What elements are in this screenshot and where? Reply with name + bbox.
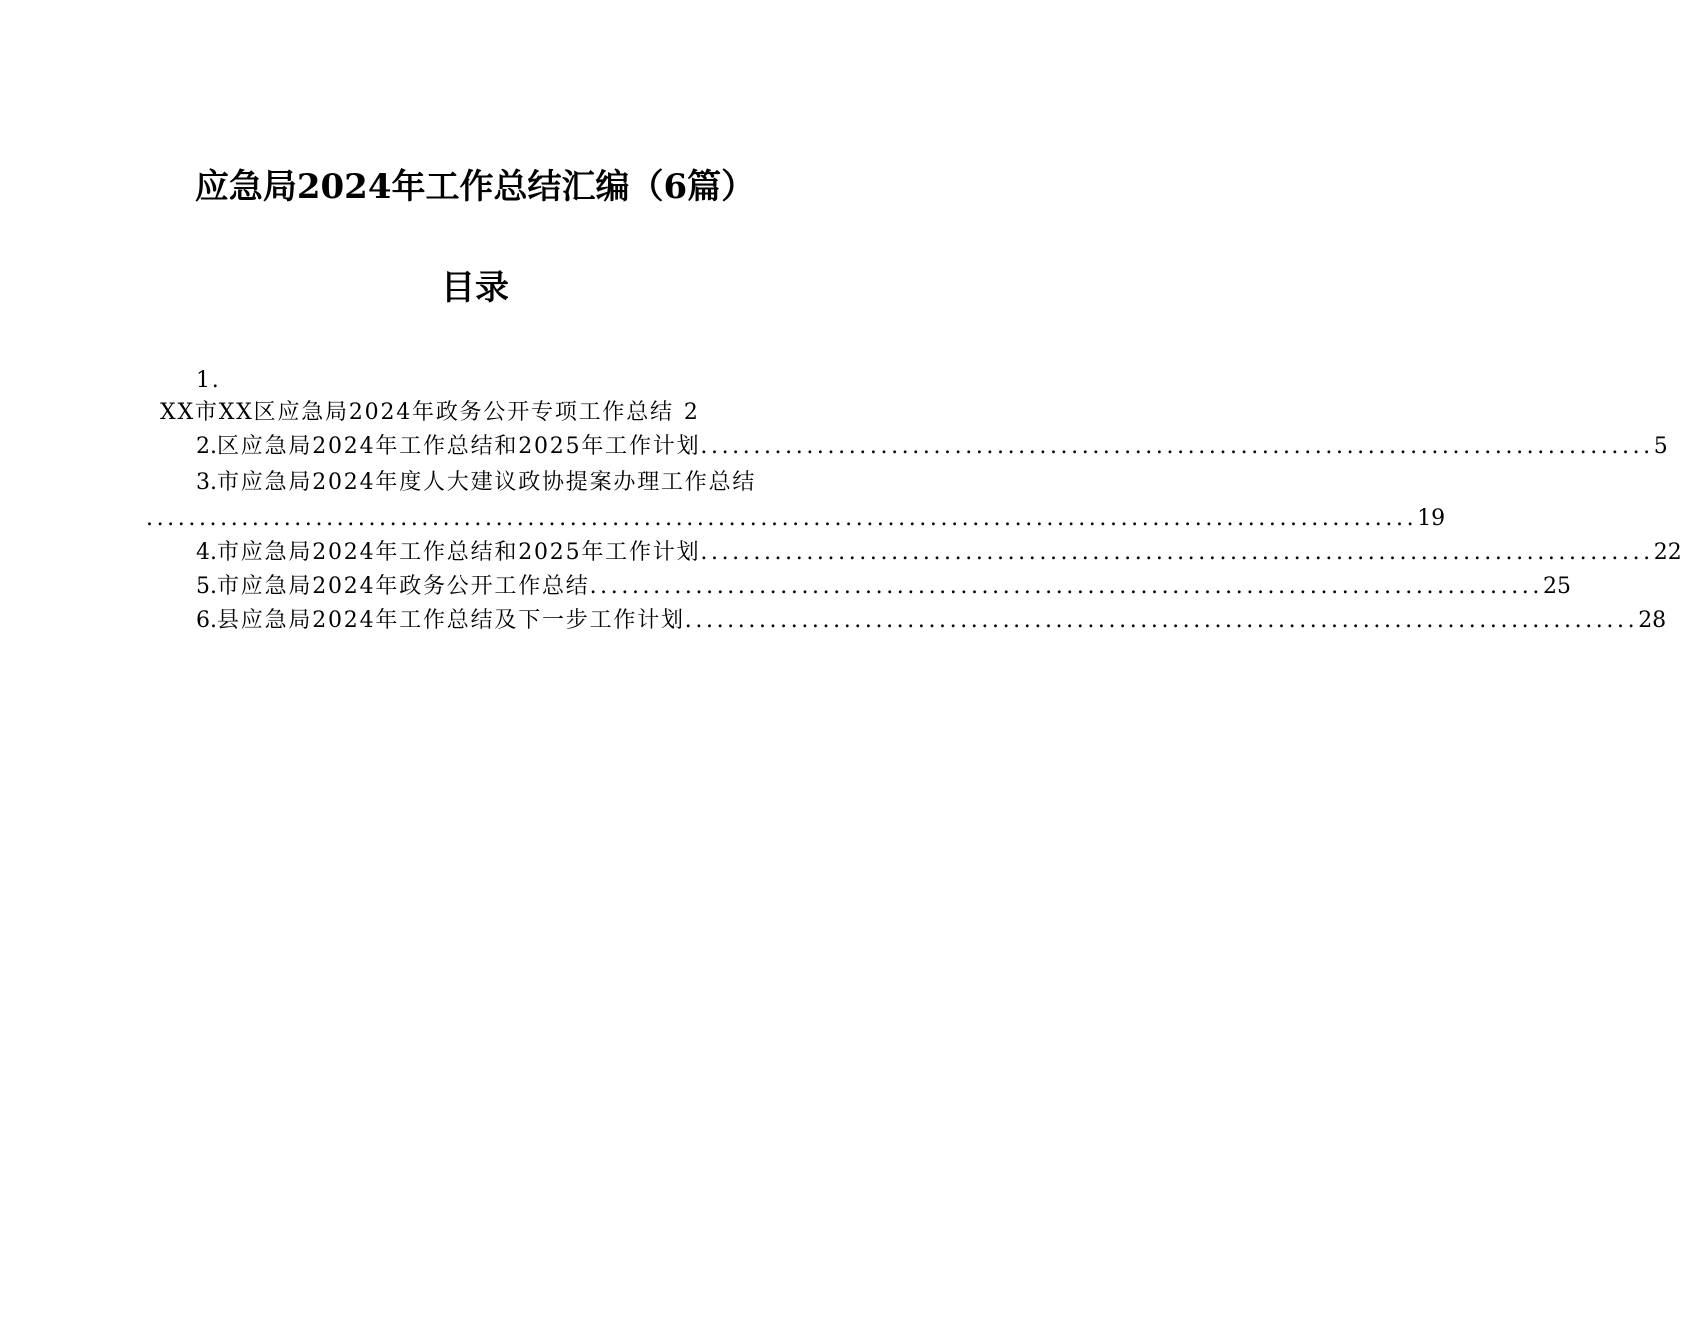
toc-item-3[interactable] — [196, 466, 806, 500]
toc-item-5[interactable] — [196, 570, 1571, 604]
toc-item-6[interactable] — [196, 604, 1667, 638]
toc-item-5-number: 5. — [196, 574, 217, 599]
toc-heading: 目录 — [441, 268, 509, 308]
toc-item-6-text: 县应急局2024年工作总结及下一步工作计划 — [217, 608, 685, 633]
toc-item-1-number[interactable]: 1. — [196, 368, 221, 393]
toc-item-3-page: 19 — [1417, 506, 1446, 531]
toc-item-4-leader: .......................................................................................... — [700, 540, 1654, 565]
toc-item-5-text: 市应急局2024年政务公开工作总结 — [217, 574, 590, 599]
toc-item-4-page: 22 — [1653, 540, 1682, 565]
toc-item-2-number: 2. — [196, 434, 217, 459]
toc-item-4[interactable] — [196, 536, 1682, 570]
toc-item-5-leader: .......................................................................................... — [589, 574, 1543, 599]
toc-item-3-number: 3. — [196, 470, 217, 495]
toc-item-3-text: 市应急局2024年度人大建议政协提案办理工作总结 — [217, 470, 757, 495]
toc-item-4-text: 市应急局2024年工作总结和2025年工作计划 — [217, 540, 701, 565]
toc-item-5-page: 25 — [1542, 574, 1571, 599]
toc-item-1-text: XX市XX区应急局2024年政务公开专项工作总结 — [160, 400, 674, 425]
toc-item-1[interactable] — [160, 396, 700, 430]
toc-item-2-leader: .......................................................................................... — [700, 434, 1654, 459]
toc-item-6-number: 6. — [196, 608, 217, 633]
document-title: 应急局2024年工作总结汇编（6篇） — [194, 167, 756, 207]
toc-item-2-text: 区应急局2024年工作总结和2025年工作计划 — [217, 434, 701, 459]
toc-item-2[interactable] — [196, 430, 1668, 464]
toc-item-6-leader: .......................................................................................... — [684, 608, 1639, 633]
toc-item-2-page: 5 — [1653, 434, 1668, 459]
toc-item-6-page: 28 — [1638, 608, 1667, 633]
toc-item-4-number: 4. — [196, 540, 217, 565]
toc-item-1-page: 2 — [683, 400, 700, 425]
toc-item-3-leader-line[interactable] — [146, 502, 1446, 536]
toc-item-3-leader: ........................................................................................................................ — [146, 506, 1418, 531]
